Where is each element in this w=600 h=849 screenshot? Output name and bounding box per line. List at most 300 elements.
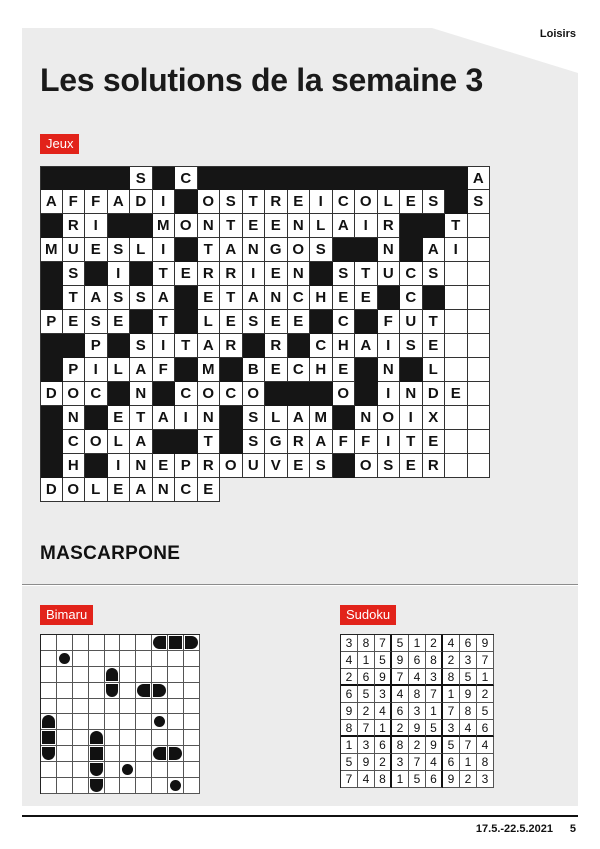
crossword-black-cell (63, 166, 86, 190)
crossword-letter: A (310, 430, 333, 454)
crossword-letter: U (63, 238, 86, 262)
crossword-letter: O (355, 190, 378, 214)
crossword-black-cell (175, 286, 198, 310)
sudoku-cell: 5 (443, 737, 460, 754)
crossword-letter: O (220, 454, 243, 478)
crossword-letter: E (265, 358, 288, 382)
crossword-black-cell (85, 166, 108, 190)
ship-segment (42, 731, 55, 744)
bimaru-water-cell (105, 730, 121, 746)
bimaru-water-cell (152, 762, 168, 778)
crossword-letter: D (40, 478, 63, 502)
bimaru-water-cell (105, 714, 121, 730)
jeux-tag: Jeux (40, 134, 79, 154)
bimaru-water-cell (57, 635, 73, 651)
crossword-letter: A (108, 190, 131, 214)
ship-segment (90, 731, 103, 744)
crossword-letter: O (63, 478, 86, 502)
crossword-letter: O (288, 238, 311, 262)
bimaru-water-cell (152, 699, 168, 715)
crossword-letter: H (333, 334, 356, 358)
crossword-letter: T (220, 214, 243, 238)
bimaru-water-cell (184, 778, 200, 794)
sudoku-cell: 3 (392, 754, 409, 771)
sudoku-cell: 9 (375, 669, 392, 686)
bimaru-water-cell (57, 699, 73, 715)
sudoku-cell: 4 (392, 686, 409, 703)
bimaru-water-cell (136, 730, 152, 746)
crossword-letter: S (423, 262, 446, 286)
crossword-letter: L (378, 190, 401, 214)
sudoku-cell: 6 (426, 771, 443, 788)
sudoku-tag: Sudoku (340, 605, 396, 625)
crossword-letter: N (265, 286, 288, 310)
crossword-cell (445, 478, 468, 502)
crossword-cell (220, 478, 243, 502)
section-divider (22, 584, 578, 585)
crossword-black-cell (153, 382, 176, 406)
sudoku-cell: 6 (392, 703, 409, 720)
ship-segment (154, 716, 165, 727)
crossword-letter: O (333, 382, 356, 406)
bimaru-water-cell (168, 762, 184, 778)
crossword-letter: H (310, 286, 333, 310)
crossword-letter: R (378, 214, 401, 238)
bimaru-water-cell (89, 714, 105, 730)
crossword-black-cell (220, 406, 243, 430)
crossword-black-cell (445, 166, 468, 190)
section-label: Loisirs (539, 28, 576, 40)
crossword-letter: E (333, 358, 356, 382)
ship-segment (122, 764, 133, 775)
crossword-black-cell (333, 454, 356, 478)
bimaru-water-cell (89, 699, 105, 715)
crossword-letter: S (130, 286, 153, 310)
crossword-letter: E (243, 214, 266, 238)
crossword-black-cell (85, 454, 108, 478)
sudoku-cell: 2 (392, 720, 409, 737)
crossword-letter: E (333, 286, 356, 310)
crossword-black-cell (310, 310, 333, 334)
ship-segment (42, 715, 55, 728)
crossword-black-cell (198, 166, 221, 190)
crossword-letter: B (243, 358, 266, 382)
crossword-letter: E (423, 430, 446, 454)
bimaru-water-cell (168, 730, 184, 746)
bimaru-water-cell (41, 699, 57, 715)
bimaru-water-cell (184, 667, 200, 683)
ship-segment (137, 684, 150, 697)
crossword-letter: A (130, 478, 153, 502)
bimaru-water-cell (120, 714, 136, 730)
sudoku-cell: 6 (409, 652, 426, 669)
bimaru-water-cell (120, 778, 136, 794)
ship-segment (59, 653, 70, 664)
bimaru-tag: Bimaru (40, 605, 93, 625)
sudoku-cell: 1 (460, 754, 477, 771)
crossword-letter: T (220, 286, 243, 310)
crossword-letter: A (85, 286, 108, 310)
ship-segment (90, 747, 103, 760)
crossword-letter: N (243, 238, 266, 262)
bimaru-ship-cell (89, 730, 105, 746)
sudoku-cell: 3 (477, 771, 494, 788)
sudoku-cell: 2 (477, 686, 494, 703)
bimaru-water-cell (57, 667, 73, 683)
crossword-letter: T (153, 310, 176, 334)
crossword-cell (333, 478, 356, 502)
bimaru-water-cell (41, 762, 57, 778)
crossword-letter: I (400, 406, 423, 430)
crossword-cell (468, 358, 491, 382)
sudoku-cell: 3 (409, 703, 426, 720)
crossword-letter: I (310, 190, 333, 214)
sudoku-cell: 7 (392, 669, 409, 686)
crossword-cell (468, 310, 491, 334)
sudoku-cell: 8 (477, 754, 494, 771)
crossword-letter: P (63, 358, 86, 382)
crossword-cell (378, 478, 401, 502)
sudoku-cell: 6 (358, 669, 375, 686)
crossword-letter: S (130, 334, 153, 358)
crossword-letter: E (423, 334, 446, 358)
bimaru-water-cell (89, 683, 105, 699)
crossword-letter: S (243, 406, 266, 430)
crossword-black-cell (355, 358, 378, 382)
crossword-answer: MASCARPONE (40, 543, 181, 564)
bimaru-water-cell (136, 651, 152, 667)
bimaru-water-cell (73, 635, 89, 651)
crossword-black-cell (153, 166, 176, 190)
crossword-letter: L (198, 310, 221, 334)
footer-rule (22, 815, 578, 817)
crossword-letter: N (400, 382, 423, 406)
crossword-letter: S (423, 190, 446, 214)
crossword-letter: F (378, 310, 401, 334)
crossword-letter: E (198, 478, 221, 502)
crossword-letter: I (378, 430, 401, 454)
crossword-black-cell (378, 166, 401, 190)
bimaru-water-cell (73, 746, 89, 762)
bimaru-ship-cell (152, 746, 168, 762)
crossword-cell (468, 214, 491, 238)
crossword-letter: N (130, 382, 153, 406)
bimaru-water-cell (41, 651, 57, 667)
crossword-letter: E (288, 454, 311, 478)
bimaru-ship-cell (105, 667, 121, 683)
crossword-letter: O (198, 382, 221, 406)
crossword-black-cell (40, 430, 63, 454)
crossword-letter: E (400, 454, 423, 478)
crossword-cell (468, 430, 491, 454)
crossword-cell (265, 478, 288, 502)
crossword-black-cell (153, 430, 176, 454)
crossword-letter: I (153, 334, 176, 358)
crossword-letter: L (423, 358, 446, 382)
crossword-letter: L (265, 406, 288, 430)
sudoku-cell: 8 (375, 771, 392, 788)
bimaru-water-cell (73, 714, 89, 730)
crossword-letter: V (265, 454, 288, 478)
bimaru-water-cell (73, 699, 89, 715)
bimaru-ship-cell (89, 778, 105, 794)
crossword-letter: N (130, 454, 153, 478)
crossword-black-cell (265, 166, 288, 190)
sudoku-cell: 6 (477, 720, 494, 737)
crossword-letter: E (445, 382, 468, 406)
crossword-black-cell (220, 430, 243, 454)
crossword-letter: E (108, 310, 131, 334)
bimaru-ship-cell (41, 714, 57, 730)
crossword-letter: C (333, 310, 356, 334)
sudoku-cell: 1 (477, 669, 494, 686)
crossword-letter: T (63, 286, 86, 310)
bimaru-ship-cell (105, 683, 121, 699)
crossword-black-cell (175, 190, 198, 214)
crossword-letter: I (85, 214, 108, 238)
bimaru-water-cell (41, 683, 57, 699)
bimaru-water-cell (120, 746, 136, 762)
sudoku-cell: 8 (392, 737, 409, 754)
crossword-letter: I (355, 214, 378, 238)
crossword-letter: E (175, 262, 198, 286)
bimaru-water-cell (184, 730, 200, 746)
ship-segment (169, 636, 182, 649)
crossword-letter: M (198, 358, 221, 382)
crossword-black-cell (355, 382, 378, 406)
crossword-letter: O (355, 454, 378, 478)
crossword-cell (423, 478, 446, 502)
sudoku-cell: 7 (477, 652, 494, 669)
crossword-black-cell (40, 166, 63, 190)
crossword-letter: T (355, 262, 378, 286)
sudoku-cell: 1 (392, 771, 409, 788)
crossword-letter: R (265, 334, 288, 358)
crossword-letter: C (63, 430, 86, 454)
sudoku-cell: 5 (392, 635, 409, 652)
sudoku-cell: 3 (375, 686, 392, 703)
bimaru-ship-cell (41, 730, 57, 746)
bimaru-water-cell (89, 635, 105, 651)
crossword-letter: E (288, 310, 311, 334)
crossword-letter: C (175, 478, 198, 502)
bimaru-ship-cell (168, 635, 184, 651)
sudoku-cell: 9 (409, 720, 426, 737)
sudoku-cell: 9 (460, 686, 477, 703)
sudoku-cell: 9 (341, 703, 358, 720)
crossword-black-cell (333, 238, 356, 262)
bimaru-water-cell (136, 699, 152, 715)
sudoku-cell: 8 (443, 669, 460, 686)
crossword-letter: D (40, 382, 63, 406)
crossword-letter: C (175, 166, 198, 190)
crossword-letter: L (130, 238, 153, 262)
crossword-letter: L (108, 430, 131, 454)
ship-segment (169, 747, 182, 760)
crossword-cell (243, 478, 266, 502)
crossword-black-cell (400, 214, 423, 238)
crossword-black-cell (243, 166, 266, 190)
crossword-black-cell (175, 238, 198, 262)
crossword-black-cell (265, 382, 288, 406)
bimaru-water-cell (89, 667, 105, 683)
bimaru-water-cell (152, 778, 168, 794)
crossword-letter: P (175, 454, 198, 478)
crossword-letter: E (400, 190, 423, 214)
bimaru-water-cell (73, 683, 89, 699)
crossword-black-cell (220, 358, 243, 382)
crossword-letter: L (85, 478, 108, 502)
sudoku-cell: 4 (443, 635, 460, 652)
sudoku-cell: 8 (341, 720, 358, 737)
crossword-cell (445, 334, 468, 358)
crossword-letter: C (333, 190, 356, 214)
crossword-black-cell (63, 334, 86, 358)
crossword-letter: N (63, 406, 86, 430)
crossword-black-cell (378, 286, 401, 310)
crossword-letter: I (445, 238, 468, 262)
bimaru-water-cell (89, 651, 105, 667)
crossword-black-cell (288, 334, 311, 358)
crossword-black-cell (130, 310, 153, 334)
crossword-letter: I (153, 190, 176, 214)
crossword-letter: R (220, 334, 243, 358)
crossword-letter: N (198, 406, 221, 430)
sudoku-cell: 4 (409, 669, 426, 686)
sudoku-cell: 6 (375, 737, 392, 754)
crossword-letter: I (153, 238, 176, 262)
crossword-letter: A (355, 334, 378, 358)
crossword-black-cell (355, 238, 378, 262)
bimaru-ship-cell (152, 683, 168, 699)
sudoku-cell: 7 (341, 771, 358, 788)
crossword-black-cell (40, 454, 63, 478)
crossword-letter: O (378, 406, 401, 430)
crossword-letter: A (40, 190, 63, 214)
page-number: 5 (569, 823, 576, 835)
crossword-black-cell (400, 238, 423, 262)
crossword-letter: N (378, 358, 401, 382)
crossword-letter: L (310, 214, 333, 238)
crossword-letter: D (423, 382, 446, 406)
crossword-letter: R (198, 262, 221, 286)
sudoku-cell: 2 (460, 771, 477, 788)
crossword-letter: C (288, 286, 311, 310)
bimaru-water-cell (168, 683, 184, 699)
crossword-cell (468, 286, 491, 310)
bimaru-water-cell (136, 714, 152, 730)
crossword-letter: S (243, 430, 266, 454)
bimaru-ship-cell (168, 778, 184, 794)
crossword-letter: O (85, 430, 108, 454)
bimaru-water-cell (105, 762, 121, 778)
crossword-letter: T (175, 334, 198, 358)
sudoku-cell: 9 (358, 754, 375, 771)
bimaru-water-cell (120, 730, 136, 746)
crossword-letter: C (400, 286, 423, 310)
crossword-letter: C (220, 382, 243, 406)
bimaru-water-cell (73, 667, 89, 683)
crossword-letter: E (265, 262, 288, 286)
sudoku-cell: 5 (426, 720, 443, 737)
ship-segment (106, 684, 119, 697)
bimaru-water-cell (120, 667, 136, 683)
sudoku-cell: 7 (375, 635, 392, 652)
crossword-letter: E (63, 310, 86, 334)
crossword-cell (288, 478, 311, 502)
crossword-letter: D (130, 190, 153, 214)
sudoku-cell: 1 (443, 686, 460, 703)
crossword-black-cell (243, 334, 266, 358)
crossword-letter: F (63, 190, 86, 214)
bimaru-water-cell (57, 683, 73, 699)
crossword-letter: A (153, 406, 176, 430)
crossword-letter: O (63, 382, 86, 406)
crossword-letter: R (220, 262, 243, 286)
bimaru-water-cell (105, 651, 121, 667)
bimaru-water-cell (57, 762, 73, 778)
crossword-black-cell (220, 166, 243, 190)
sudoku-cell: 4 (341, 652, 358, 669)
crossword-letter: U (400, 310, 423, 334)
crossword-black-cell (40, 262, 63, 286)
crossword-cell (468, 478, 491, 502)
bimaru-water-cell (105, 699, 121, 715)
bimaru-water-cell (73, 762, 89, 778)
crossword-letter: C (310, 334, 333, 358)
sudoku-cell: 6 (341, 686, 358, 703)
crossword-letter: N (288, 214, 311, 238)
crossword-cell (355, 478, 378, 502)
crossword-letter: M (40, 238, 63, 262)
crossword-black-cell (333, 406, 356, 430)
sudoku-cell: 3 (426, 669, 443, 686)
bimaru-water-cell (184, 762, 200, 778)
crossword-black-cell (400, 166, 423, 190)
crossword-letter: R (265, 190, 288, 214)
sudoku-cell: 3 (358, 737, 375, 754)
crossword-letter: P (85, 334, 108, 358)
bimaru-water-cell (184, 714, 200, 730)
crossword-black-cell (175, 430, 198, 454)
crossword-letter: A (153, 286, 176, 310)
sudoku-cell: 1 (358, 652, 375, 669)
sudoku-cell: 6 (443, 754, 460, 771)
bimaru-water-cell (41, 635, 57, 651)
bimaru-water-cell (136, 778, 152, 794)
bimaru-grid (40, 634, 200, 794)
crossword-black-cell (423, 286, 446, 310)
bimaru-water-cell (57, 778, 73, 794)
crossword-cell (445, 262, 468, 286)
crossword-letter: L (108, 358, 131, 382)
ship-segment (153, 636, 166, 649)
crossword-letter: I (243, 262, 266, 286)
crossword-letter: E (220, 310, 243, 334)
crossword-cell (445, 310, 468, 334)
crossword-letter: R (288, 430, 311, 454)
crossword-letter: G (265, 238, 288, 262)
crossword-letter: E (153, 454, 176, 478)
crossword-letter: S (310, 238, 333, 262)
bimaru-water-cell (152, 667, 168, 683)
crossword-cell (310, 478, 333, 502)
crossword-letter: S (243, 310, 266, 334)
ship-segment (153, 747, 166, 760)
crossword-letter: S (333, 262, 356, 286)
crossword-letter: T (445, 214, 468, 238)
bimaru-water-cell (105, 746, 121, 762)
